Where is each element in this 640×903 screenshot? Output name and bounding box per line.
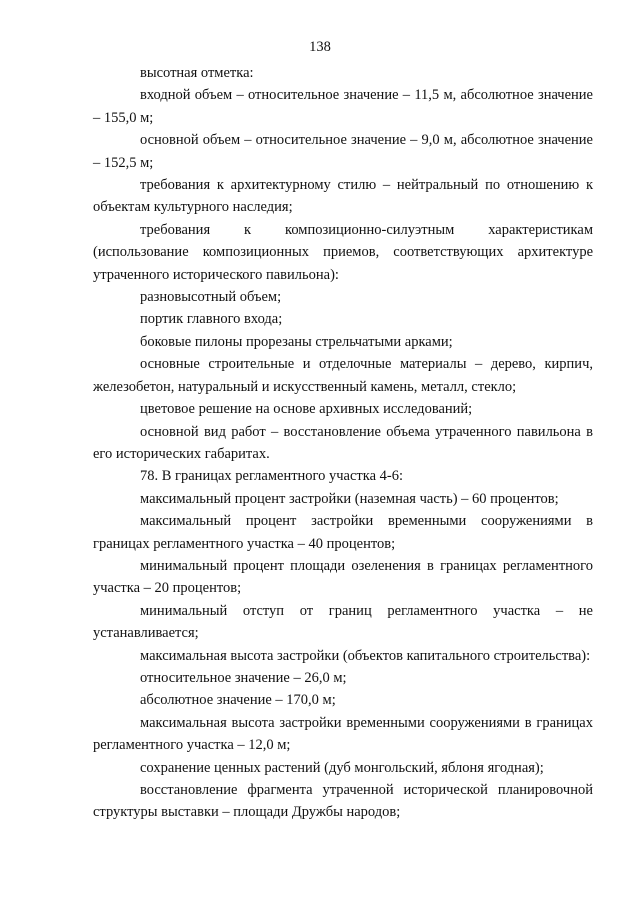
paragraph: разновысотный объем; <box>140 289 282 306</box>
paragraph: основные строительные и отделочные материалы – дерево, кирпич, железобетон, натуральный и искусственный камень, металл, стекло; <box>93 356 593 395</box>
paragraph: высотная отметка: <box>140 65 254 81</box>
document-body <box>93 62 593 824</box>
paragraph: максимальная высота застройки временными сооружениями в границах регламентного участка – 12,0 м; <box>93 714 593 754</box>
paragraph: минимальный отступ от границ регламентного участка – не устанавливается; <box>93 602 593 642</box>
page-number: 138 <box>309 39 331 55</box>
paragraph: 78. В границах регламентного участка 4-6: <box>140 468 404 485</box>
paragraph: боковые пилоны прорезаны стрельчатыми арками; <box>140 333 453 350</box>
paragraph: максимальный процент застройки временными сооружениями в границах регламентного участка – 40 процентов; <box>93 513 593 552</box>
paragraph: относительное значение – 26,0 м; <box>140 669 347 686</box>
paragraph: основной объем – относительное значение – 9,0 м, абсолютное значение – 152,5 м; <box>93 132 593 171</box>
paragraph: требования к композиционно-силуэтным характеристикам (использование композиционных приемов, соответствующих архитектуре утраченного исторического павильона): <box>93 221 593 283</box>
paragraph: основной вид работ – восстановление объема утраченного павильона в его исторических габаритах. <box>93 423 593 462</box>
paragraph: максимальная высота застройки (объектов капитального строительства): <box>140 647 591 664</box>
paragraph: максимальный процент застройки (наземная часть) – 60 процентов; <box>140 490 559 507</box>
paragraph: минимальный процент площади озеленения в границах регламентного участка – 20 процентов; <box>93 557 593 597</box>
paragraph: входной объем – относительное значение – 11,5 м, абсолютное значение – 155,0 м; <box>93 87 593 126</box>
paragraph: восстановление фрагмента утраченной исторической планировочной структуры выставки – площади Дружбы народов; <box>93 782 593 821</box>
paragraph: абсолютное значение – 170,0 м; <box>140 692 336 709</box>
paragraph: сохранение ценных растений (дуб монгольский, яблоня ягодная); <box>140 759 544 776</box>
paragraph: требования к архитектурному стилю – нейтральный по отношению к объектам культурного наследия; <box>93 177 593 216</box>
paragraph: портик главного входа; <box>140 311 283 328</box>
paragraph: цветовое решение на основе архивных исследований; <box>140 401 473 418</box>
